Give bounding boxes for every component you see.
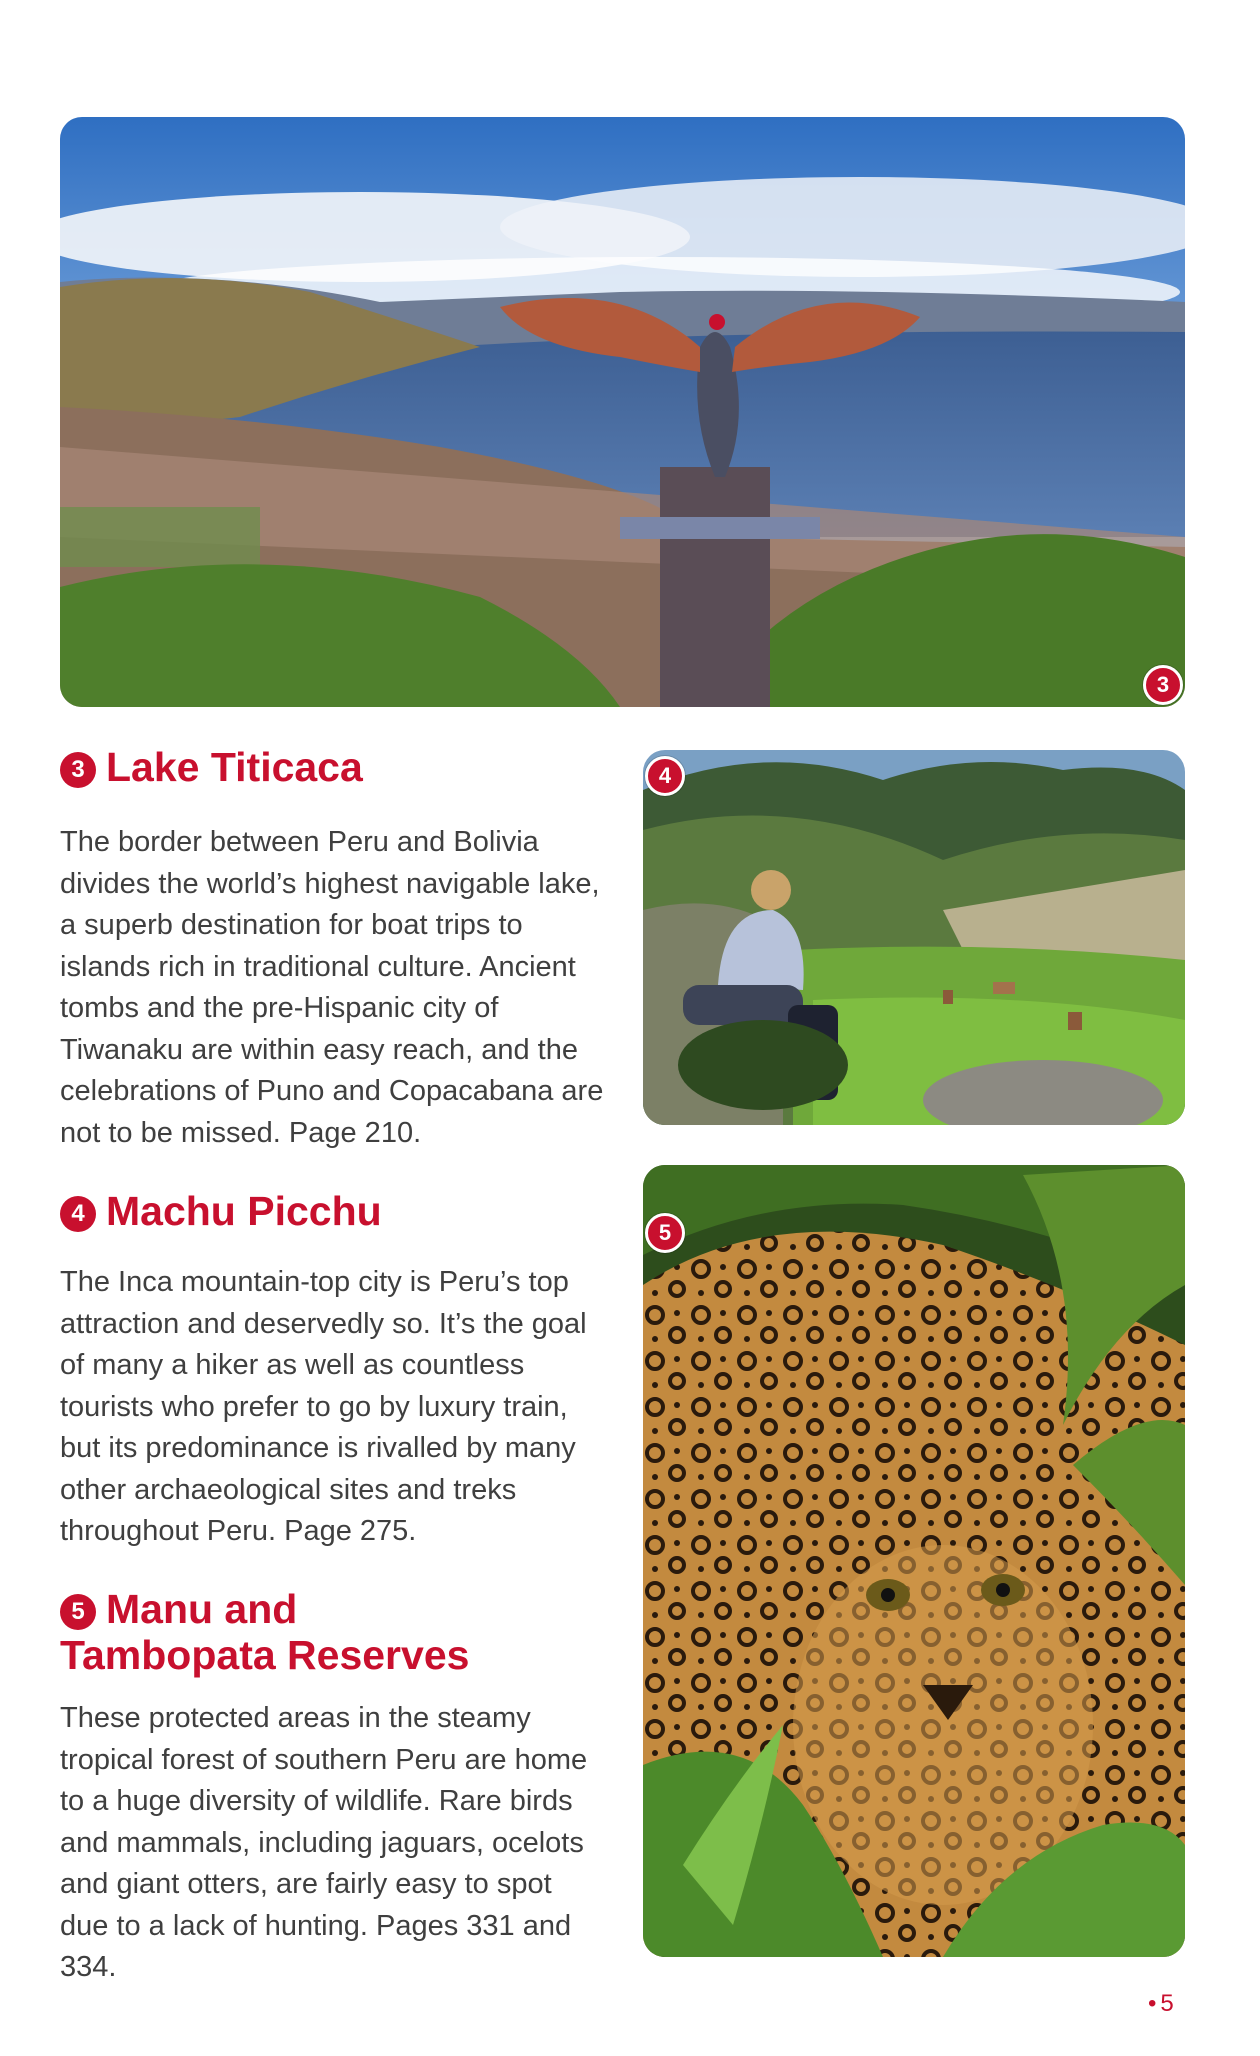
machu-picchu-photo	[643, 750, 1185, 1125]
photo-badge-5: 5	[645, 1213, 685, 1253]
section-title-4: Machu Picchu	[106, 1188, 382, 1234]
photo-badge-4: 4	[645, 756, 685, 796]
page-number-value: 5	[1160, 1990, 1174, 2017]
heading-machu-picchu	[60, 1188, 382, 1234]
jaguar-photo	[643, 1165, 1185, 1957]
section-title-5-line1: Manu and	[106, 1586, 298, 1632]
section-number-5: 5	[60, 1594, 96, 1630]
heading-manu-tambopata	[60, 1586, 469, 1678]
section-number-3: 3	[60, 752, 96, 788]
page-number	[1148, 1990, 1174, 2018]
section-title-5-line2: Tambopata Reserves	[60, 1632, 470, 1678]
text-lake-titicaca: The border between Peru and Bolivia divides the world’s highest navigable lake, a superb destination for boat trips to islands rich in traditional culture. Ancient tombs and the pre-Hispanic city of Tiwanaku are within easy reach, and the celebrations of Puno and Copacabana are not to be missed. Page 210.	[60, 826, 604, 1149]
text-machu-picchu: The Inca mountain-top city is Peru’s top attraction and deservedly so. It’s the goal of many a hiker as well as countless tourists who prefer to go by luxury train, but its predominance is rivalled by many other archaeological sites and treks throughout Peru. Page 275.	[60, 1266, 587, 1547]
section-number-4: 4	[60, 1196, 96, 1232]
lake-titicaca-photo	[60, 117, 1185, 707]
text-manu-tambopata: These protected areas in the steamy tropical forest of southern Peru are home to a huge diversity of wildlife. Rare birds and mammals, including jaguars, ocelots and giant otters, are fairly easy to spot due to a lack of hunting. Pages 331 and 334.	[60, 1702, 588, 1983]
bullet-dot: •	[1148, 1990, 1157, 2017]
heading-lake-titicaca	[60, 744, 363, 790]
section-title-3: Lake Titicaca	[106, 744, 363, 790]
photo-badge-3: 3	[1143, 665, 1183, 705]
